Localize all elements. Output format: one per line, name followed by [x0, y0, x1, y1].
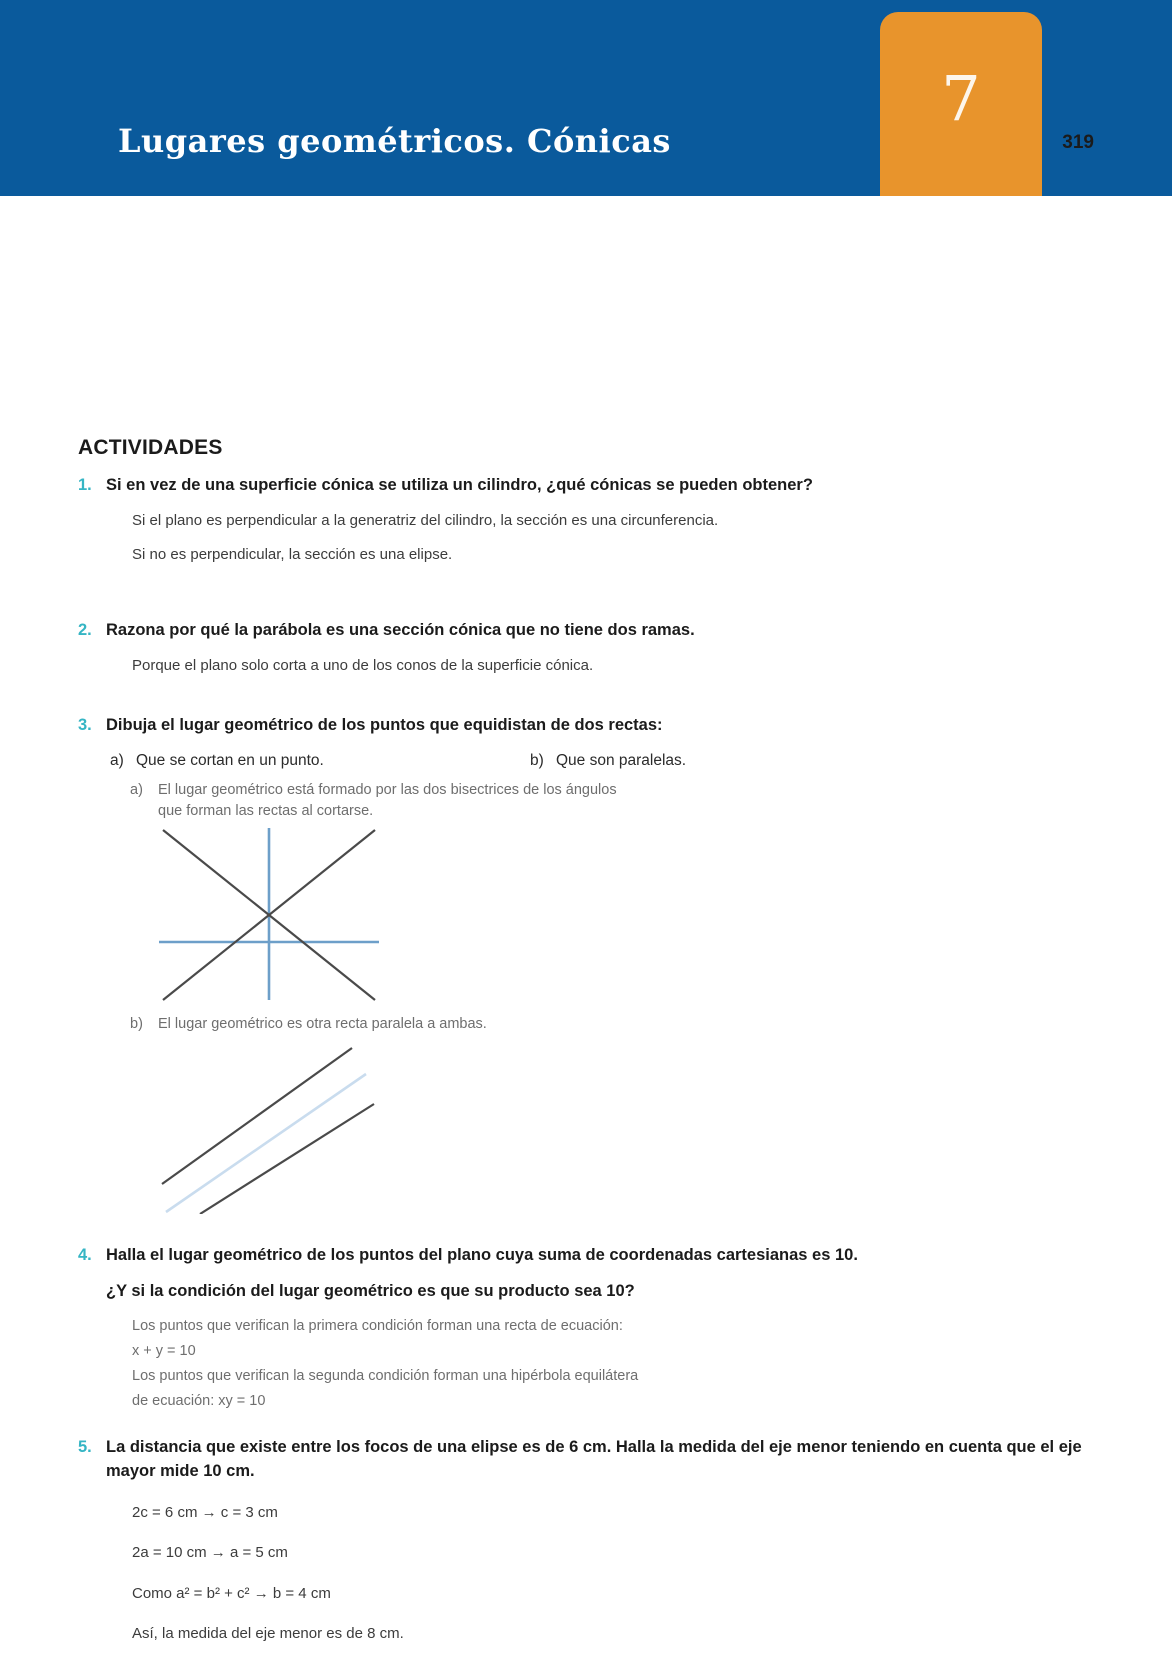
activity-3-answer-a-text — [158, 780, 617, 821]
activity-3 — [78, 714, 1098, 821]
activity-4-answer-line-1: Los puntos que verifican la primera condición forman una recta de ecuación: — [132, 1317, 623, 1334]
chapter-tab — [880, 12, 1042, 196]
activity-3-number: 3. — [78, 716, 92, 734]
activity-4-answer-line-3: Los puntos que verifican la segunda condición forman una hipérbola equilátera — [132, 1367, 639, 1384]
activity-2-answer-line-1: Porque el plano solo corta a uno de los conos de la superficie cónica. — [132, 656, 594, 674]
activity-3-subitem-a-text: Que se cortan en un punto. — [136, 751, 324, 769]
activity-4-heading — [78, 1244, 1098, 1268]
activity-3-answer-b-mark: b) — [130, 1016, 143, 1032]
activity-3-heading — [78, 714, 1098, 738]
activity-3-answer-a — [130, 780, 1098, 821]
activity-4-statement-2: ¿Y si la condición del lugar geométrico es que su producto sea 10? — [106, 1281, 635, 1300]
recta-lugar-geometrico-line — [166, 1074, 366, 1212]
activity-1-answer-line-2: Si no es perpendicular, la sección es una elipse. — [132, 546, 453, 564]
activity-3-answer-b-block — [78, 1014, 1098, 1035]
activity-1-answer-line-1: Si el plano es perpendicular a la generatriz del cilindro, la sección es una circunferencia. — [132, 511, 719, 529]
page-header — [0, 0, 1172, 196]
activity-5-answer-line-3: Como a² = b² + c² → b = 4 cm — [132, 1584, 331, 1602]
activity-1-number: 1. — [78, 476, 92, 494]
activity-3-answer-b-text: El lugar geométrico es otra recta paralela a ambas. — [158, 1016, 487, 1032]
activity-4-statement: Halla el lugar geométrico de los puntos del plano cuya suma de coordenadas cartesianas es 10. — [106, 1246, 858, 1264]
activity-3-subitem-b — [530, 752, 686, 770]
page-number: 319 — [1062, 132, 1094, 153]
activity-4-number: 4. — [78, 1246, 92, 1264]
activity-4-answer-line-4: de ecuación: xy = 10 — [132, 1392, 266, 1409]
activity-2-number: 2. — [78, 621, 92, 639]
page-title: Lugares geométricos. Cónicas — [118, 122, 671, 160]
activity-2-heading — [78, 619, 1098, 643]
activity-1-heading — [78, 474, 1098, 498]
activity-3-answer-a-mark: a) — [130, 781, 143, 798]
activity-3-subitems — [110, 752, 1098, 770]
activity-2-statement: Razona por qué la parábola es una sección cónica que no tiene dos ramas. — [106, 621, 695, 639]
activity-4-answer-line-2: x + y = 10 — [132, 1342, 196, 1359]
activity-3-subitem-a — [110, 752, 530, 770]
activity-1-statement: Si en vez de una superficie cónica se utiliza un cilindro, ¿qué cónicas se pueden obtener? — [106, 476, 813, 494]
activity-3-subitem-a-mark: a) — [110, 751, 124, 769]
rectas-paralelas-diagram — [152, 1036, 382, 1214]
activity-1 — [78, 474, 1098, 567]
activity-2 — [78, 619, 1098, 677]
activity-5-answer-line-1: 2c = 6 cm → c = 3 cm — [132, 1503, 278, 1521]
activity-3-answer-a-line1: El lugar geométrico está formado por las dos bisectrices de los ángulos — [158, 781, 617, 798]
activity-5-heading — [78, 1436, 1098, 1484]
chapter-number: 7 — [941, 62, 981, 135]
activity-5-answer-line-4: Así, la medida del eje menor es de 8 cm. — [132, 1625, 404, 1643]
section-title-actividades: ACTIVIDADES — [78, 436, 223, 459]
bisectrices-diagram — [155, 824, 383, 1004]
activity-5-answer-line-2: 2a = 10 cm → a = 5 cm — [132, 1544, 288, 1562]
activity-3-answer-a-line2: que forman las rectas al cortarse. — [158, 802, 374, 819]
activity-4 — [78, 1244, 1098, 1412]
activity-5-statement: La distancia que existe entre los focos de una elipse es de 6 cm. Halla la medida del eje menor teniendo en cuenta que el eje mayor mide 10 cm. — [106, 1438, 1082, 1480]
activity-3-answer-b — [130, 1014, 1098, 1035]
activity-3-statement: Dibuja el lugar geométrico de los puntos que equidistan de dos rectas: — [106, 716, 663, 734]
recta-paralela-inferior-line — [200, 1104, 374, 1214]
activity-3-subitem-b-text: Que son paralelas. — [556, 751, 687, 769]
activity-3-subitem-b-mark: b) — [530, 751, 544, 769]
activity-5-number: 5. — [78, 1438, 92, 1456]
recta-paralela-superior-line — [162, 1048, 352, 1184]
activity-5 — [78, 1436, 1098, 1646]
